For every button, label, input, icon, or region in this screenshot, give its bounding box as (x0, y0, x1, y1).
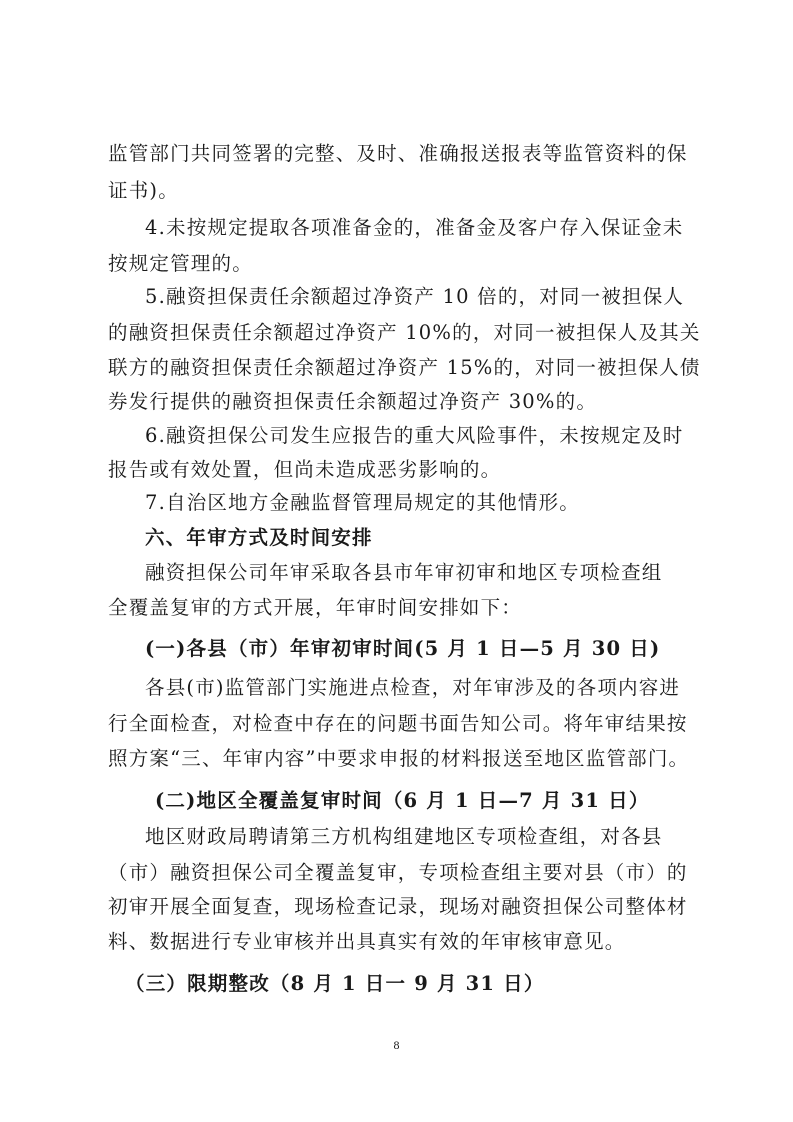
subsection-heading: （三）限期整改（8 月 1 日一 9 月 31 日） (125, 972, 545, 995)
section-heading: 六、年审方式及时间安排 (145, 526, 373, 549)
text-line: 证书)。 (108, 179, 179, 202)
text-line: 的融资担保责任余额超过净资产 10%的，对同一被担保人及其关 (108, 321, 701, 344)
text-line: 6.融资担保公司发生应报告的重大风险事件，未按规定及时 (145, 424, 684, 447)
text-line: （市）融资担保公司全覆盖复审，专项检查组主要对县（市）的 (108, 861, 688, 884)
text-line: 各县(市)监管部门实施进点检查，对年审涉及的各项内容进 (145, 676, 681, 699)
text-line: 地区财政局聘请第三方机构组建地区专项检查组，对各县 (145, 825, 663, 848)
text-line: 全覆盖复审的方式开展，年审时间安排如下： (108, 596, 523, 619)
text-line: 4.未按规定提取各项准备金的，准备金及客户存入保证金未 (145, 216, 684, 239)
text-line: 融资担保公司年审采取各县市年审初审和地区专项检查组 (145, 561, 663, 584)
text-line: 照方案“三、年审内容”中要求申报的材料报送至地区监管部门。 (108, 747, 690, 770)
text-line: 报告或有效处置，但尚未造成恶劣影响的。 (108, 458, 502, 481)
text-line: 按规定管理的。 (108, 252, 253, 275)
text-line: 7.自治区地方金融监督管理局规定的其他情形。 (145, 491, 581, 514)
text-line: 料、数据进行专业审核并出具真实有效的年审核审意见。 (108, 930, 626, 953)
subsection-heading: (一)各县（市）年审初审时间(5 月 1 日—5 月 30 日) (145, 637, 661, 660)
text-line: 联方的融资担保责任余额超过净资产 15%的，对同一被担保人债 (108, 356, 701, 379)
text-line: 行全面检查，对检查中存在的问题书面告知公司。将年审结果按 (108, 712, 688, 735)
text-line: 5.融资担保责任余额超过净资产 10 倍的，对同一被担保人 (145, 285, 685, 308)
text-line: 监管部门共同签署的完整、及时、准确报送报表等监管资料的保 (108, 142, 688, 165)
text-line: 初审开展全面复查，现场检查记录，现场对融资担保公司整体材 (108, 895, 688, 918)
page-number: 8 (393, 1038, 400, 1052)
text-line: 券发行提供的融资担保责任余额超过净资产 30%的。 (108, 390, 598, 413)
subsection-heading: (二)地区全覆盖复审时间（6 月 1 日—7 月 31 日） (155, 789, 650, 812)
